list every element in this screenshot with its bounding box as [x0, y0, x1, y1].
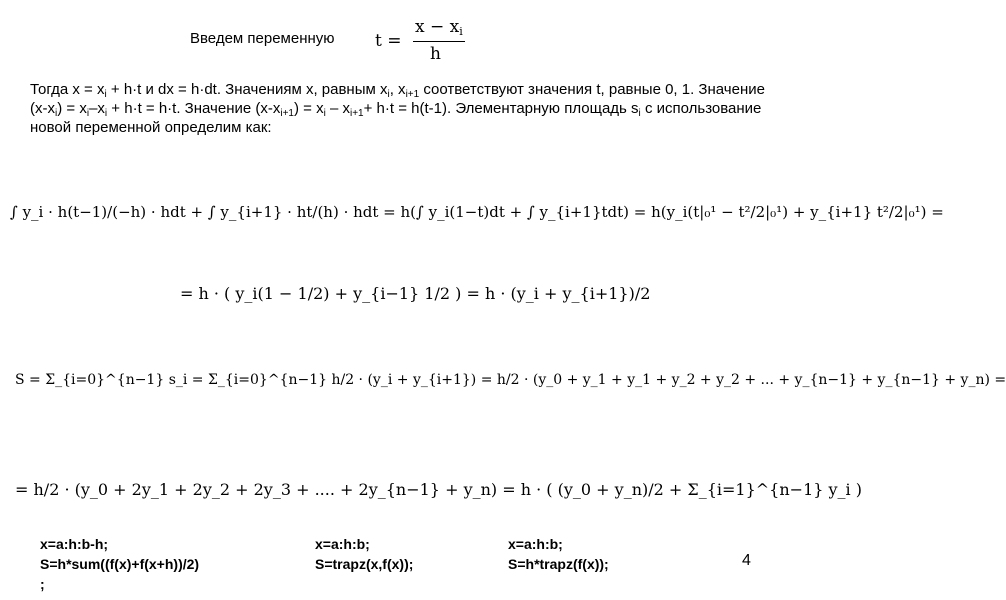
intro-t-eq: t = [375, 31, 402, 51]
intro-denominator: h [430, 44, 441, 64]
intro-fraction-bar [413, 41, 465, 42]
code-line: x=a:h:b; [315, 536, 370, 552]
code-line: ; [40, 576, 45, 592]
equation-4: = h/2 · (y_0 + 2y_1 + 2y_2 + 2y_3 + .... + 2y_{n−1} + y_n) = h · ( (y_0 + y_n)/2 + Σ_{i=1}^{n−1} y_i ) [15, 480, 862, 499]
code-block-trapz-x [315, 534, 413, 574]
equation-3: S = Σ_{i=0}^{n−1} s_i = Σ_{i=0}^{n−1} h/2 · (y_i + y_{i+1}) = h/2 · (y_0 + y_1 + y_1 + y_2 + y_2 + ... + y_{n−1} + y_{n−1} + y_n) = [15, 372, 1006, 388]
code-line: x=a:h:b-h; [40, 536, 109, 552]
intro-text: Введем переменную [190, 30, 335, 47]
code-line: S=h*trapz(f(x)); [508, 556, 609, 572]
page-number: 4 [742, 552, 751, 569]
code-block-trapz-h [508, 534, 609, 574]
intro-numerator: x − xi [415, 17, 463, 38]
code-line: x=a:h:b; [508, 536, 563, 552]
code-block-sum [40, 534, 199, 594]
equation-1: ∫ y_i · h(t−1)/(−h) · hdt + ∫ y_{i+1} · ht/(h) · hdt = h(∫ y_i(1−t)dt + ∫ y_{i+1}tdt) = h(y_i(t|₀¹ − t²/2|₀¹) + y_{i+1} t²/2|₀¹) = [10, 203, 944, 221]
code-line: S=h*sum((f(x)+f(x+h))/2) [40, 556, 200, 572]
equation-2: = h · ( y_i(1 − 1/2) + y_{i−1} 1/2 ) = h · (y_i + y_{i+1})/2 [180, 284, 651, 303]
explanation-paragraph: Тогда $x = x_i + h\cdot t$ и dx = h·dt. Значениям x, равным $x_i$, $x_{i+1}$ соответствуют значения t, равные 0, 1. Значение $(x-x_i) = x_i-x_i + h\cdot t = h\cdot t$. Значение $(x-x_{i+1}) = x_i - x_{i+1}+ h\cdot t = h(t-1)$. Элементарную площадь $s_i$ с использование новой переменной определим как: [30, 81, 765, 136]
code-line: S=trapz(x,f(x)); [315, 556, 414, 572]
